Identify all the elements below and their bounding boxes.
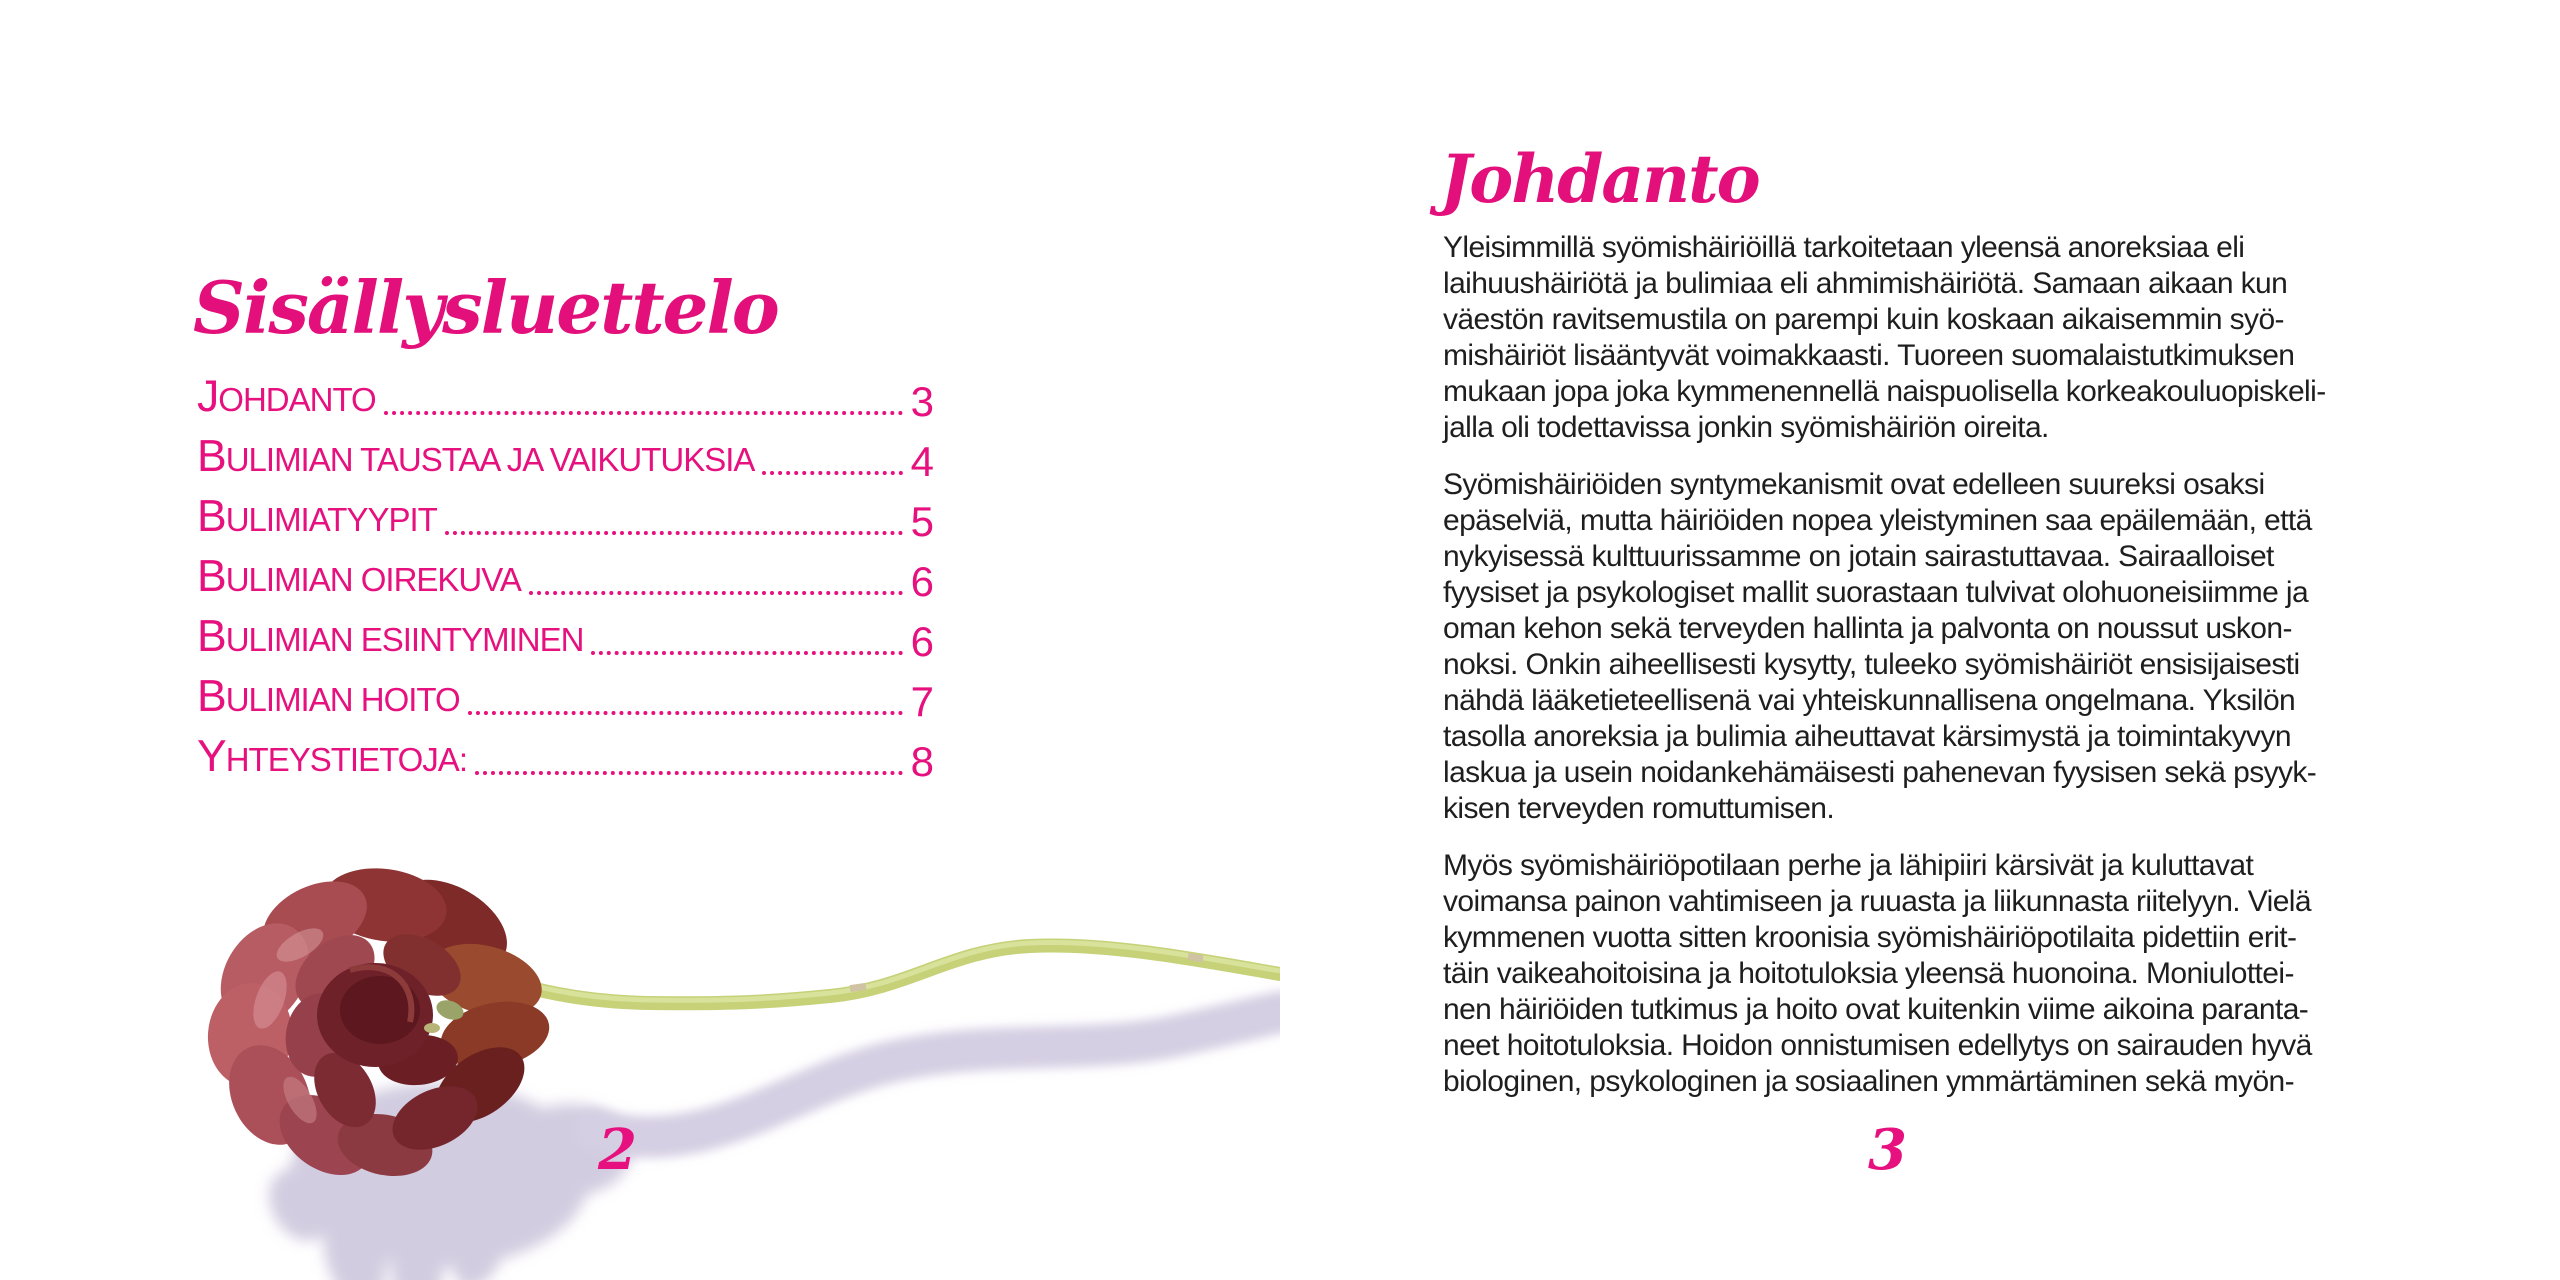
body-line: kymmenen vuotta sitten kroonisia syömishäiriöpotilaita pidettiin erit-	[1443, 921, 2297, 954]
toc-page-number: 5	[910, 498, 934, 546]
toc-label: BULIMIAN ESIINTYMINEN	[197, 612, 584, 662]
toc-leader-dots	[591, 651, 902, 655]
flower-stem	[470, 942, 1280, 1003]
toc-label: JOHDANTO	[197, 372, 376, 422]
toc-page-number: 6	[910, 558, 934, 606]
toc-row	[197, 428, 934, 488]
body-column	[1443, 230, 2413, 1121]
toc-page-number: 7	[910, 678, 934, 726]
section-title: Johdanto	[1440, 140, 1759, 218]
body-line: tasolla anoreksia ja bulimia aiheuttavat kärsimystä ja toimintakyvyn	[1443, 720, 2291, 753]
flower-photo	[150, 850, 1280, 1280]
toc-leader-dots	[445, 531, 903, 535]
paragraph	[1443, 848, 2413, 1100]
body-line: oman kehon sekä terveyden hallinta ja palvonta on noussut uskon-	[1443, 612, 2292, 645]
page-number-right: 3	[1868, 1117, 1907, 1183]
body-line: mukaan jopa joka kymmenennellä naispuolisella korkeakouluopiskeli-	[1443, 375, 2326, 408]
toc-row	[197, 368, 934, 428]
body-line: mishäiriöt lisääntyvät voimakkaasti. Tuoreen suomalaistutkimuksen	[1443, 339, 2295, 372]
toc-row	[197, 608, 934, 668]
body-line: täin vaikeahoitoisina ja hoitotuloksia yleensä huonoina. Moniulottei-	[1443, 957, 2294, 990]
body-line: nähdä lääketieteellisenä vai yhteiskunnallisena ongelmana. Yksilön	[1443, 684, 2296, 717]
body-line: fyysiset ja psykologiset mallit suorastaan tulvivat olohuoneisiimme ja	[1443, 576, 2309, 609]
toc-row	[197, 488, 934, 548]
paragraph	[1443, 230, 2413, 446]
toc-page-number: 6	[910, 618, 934, 666]
toc-row	[197, 548, 934, 608]
toc-page-number: 3	[910, 378, 934, 426]
body-line: neet hoitotuloksia. Hoidon onnistumisen edellytys on sairauden hyvä	[1443, 1029, 2312, 1062]
body-line: biologinen, psykologinen ja sosiaalinen ymmärtäminen sekä myön-	[1443, 1065, 2295, 1098]
toc-title: Sisällysluettelo	[193, 265, 778, 350]
toc-label: BULIMIAN TAUSTAA JA VAIKUTUKSIA	[197, 432, 755, 482]
body-line: noksi. Onkin aiheellisesti kysytty, tuleeko syömishäiriöt ensisijaisesti	[1443, 648, 2300, 681]
body-line: voimansa painon vahtimiseen ja ruuasta ja liikunnasta riitelyyn. Vielä	[1443, 885, 2311, 918]
toc-row	[197, 728, 934, 788]
stem-shadow	[595, 1012, 1280, 1137]
body-line: laskua ja usein noidankehämäisesti pahenevan fyysisen sekä psyyk-	[1443, 756, 2317, 789]
body-line: kisen terveyden romuttumisen.	[1443, 792, 1835, 825]
body-line: Yleisimmillä syömishäiriöillä tarkoitetaan yleensä anoreksiaa eli	[1443, 231, 2245, 264]
page-number-left: 2	[598, 1117, 637, 1183]
paragraph	[1443, 467, 2413, 827]
toc-label: BULIMIATYYPIT	[197, 492, 437, 542]
body-line: Myös syömishäiriöpotilaan perhe ja lähipiiri kärsivät ja kuluttavat	[1443, 849, 2254, 882]
body-line: väestön ravitsemustila on parempi kuin koskaan aikaisemmin syö-	[1443, 303, 2284, 336]
toc-leader-dots	[762, 471, 902, 475]
toc-label: BULIMIAN HOITO	[197, 672, 460, 722]
toc-row	[197, 668, 934, 728]
body-line: laihuushäiriötä ja bulimiaa eli ahmimishäiriötä. Samaan aikaan kun	[1443, 267, 2288, 300]
toc-leader-dots	[384, 411, 903, 415]
toc-label: YHTEYSTIETOJA:	[197, 732, 467, 782]
toc-leader-dots	[529, 591, 903, 595]
toc-page-number: 4	[910, 438, 934, 486]
toc-label: BULIMIAN OIREKUVA	[197, 552, 521, 602]
body-line: jalla oli todettavissa jonkin syömishäiriön oireita.	[1443, 411, 2049, 444]
right-page	[1280, 0, 2560, 1280]
toc-page-number: 8	[910, 738, 934, 786]
body-line: epäselviä, mutta häiriöiden nopea yleistyminen saa epäilemään, että	[1443, 504, 2312, 537]
body-line: Syömishäiriöiden syntymekanismit ovat edelleen suureksi osaksi	[1443, 468, 2265, 501]
toc-leader-dots	[468, 711, 903, 715]
body-line: nen häiriöiden tutkimus ja hoito ovat kuitenkin viime aikoina paranta-	[1443, 993, 2309, 1026]
body-line: nykyisessä kulttuurissamme on jotain sairastuttavaa. Sairaalloiset	[1443, 540, 2274, 573]
toc-list	[197, 368, 934, 788]
toc-leader-dots	[475, 771, 903, 775]
